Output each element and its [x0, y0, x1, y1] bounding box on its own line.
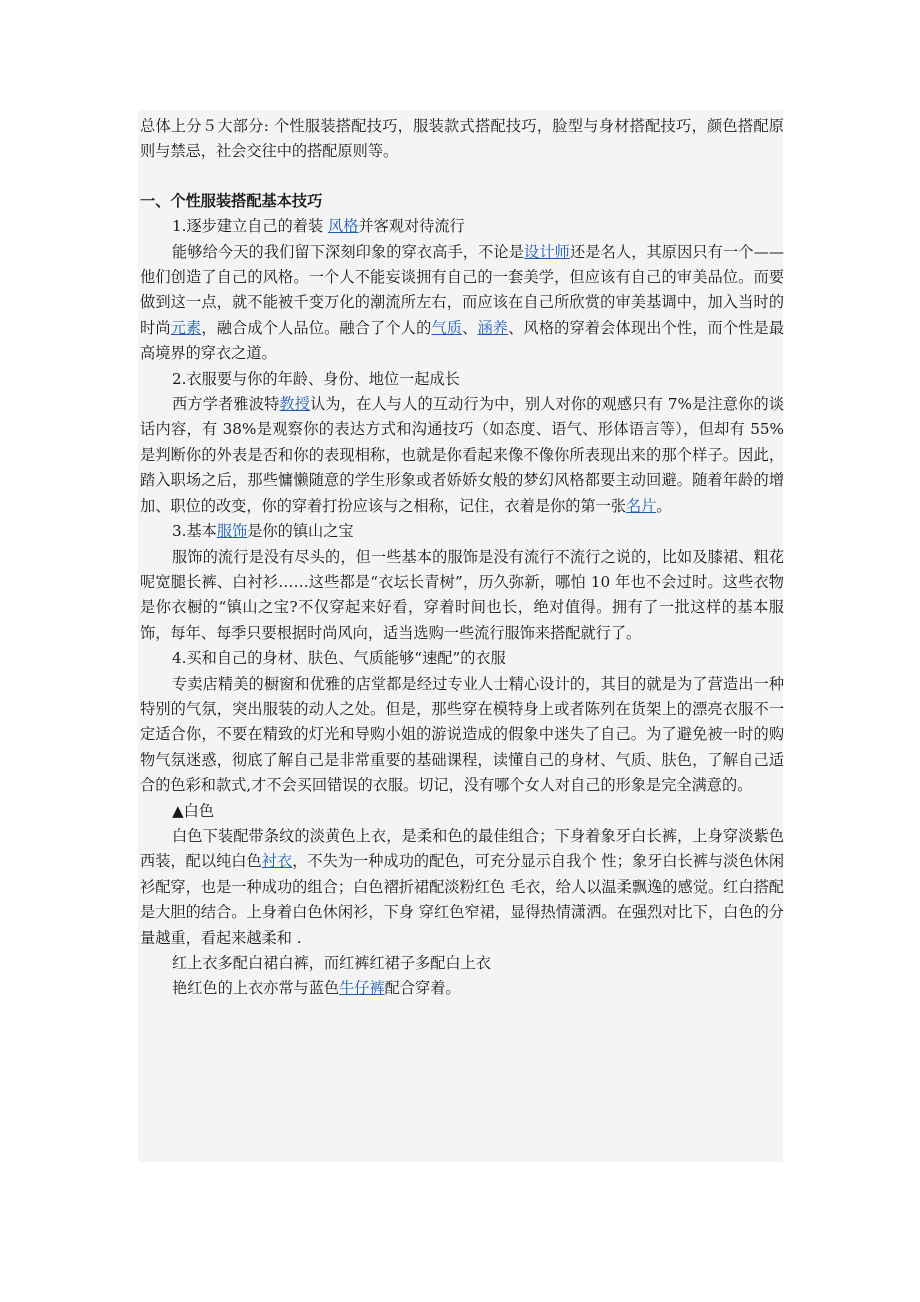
- intro-paragraph: 总体上分５大部分: 个性服装搭配技巧，服装款式搭配技巧，脸型与身材搭配技巧，颜色搭配原则与禁忌，社会交往中的搭配原则等。: [140, 117, 784, 161]
- red-combo-line: 红上衣多配白裙白裤，而红裤红裙子多配白上衣: [172, 954, 491, 972]
- white-color-title: ▲白色: [172, 801, 215, 820]
- item4-paragraph: 专卖店精美的橱窗和优雅的店堂都是经过专业人士精心设计的，其目的就是为了营造出一种特别的气氛，突出服装的动人之处。但是，那些穿在模特身上或者陈列在货架上的漂亮衣服不一定适合你，不要在精致的灯光和导购小姐的游说造成的假象中迷失了自己。为了避免被一时的购物气氛迷惑，彻底了解自己是非常重要的基础课程，读懂自己的身材、气质、肤色，了解自己适合的色彩和款式,才不会买回错误的衣服。切记，没有哪个女人对自己的形象是完全满意的。: [140, 674, 784, 795]
- item1-paragraph: 能够给今天的我们留下深刻印象的穿衣高手，不论是设计师还是名人，其原因只有一个——他们创造了自己的风格。一个人不能妄谈拥有自己的一套美学，但应该有自己的审美品位。而要做到这一点，就不能被千变万化的潮流所左右，而应该在自己所欣赏的审美基调中，加入当时的时尚元素，融合成个人品位。融合了个人的气质、涵养、风格的穿着会体现出个性，而个性是最高境界的穿衣之道。: [140, 242, 785, 363]
- item2-title: 2.衣服要与你的年龄、身份、地位一起成长: [172, 369, 460, 388]
- link-cultivation[interactable]: 涵养: [477, 318, 509, 337]
- item4-title: 4.买和自己的身材、肤色、气质能够“速配”的衣服: [172, 649, 506, 668]
- link-temperament[interactable]: 气质: [431, 318, 463, 337]
- link-element[interactable]: 元素: [170, 318, 202, 337]
- link-professor[interactable]: 教授: [279, 395, 311, 414]
- link-business-card[interactable]: 名片: [626, 496, 657, 515]
- link-jeans[interactable]: 牛仔裤: [339, 979, 385, 998]
- item1-title: 1.逐步建立自己的着装 风格并客观对待流行: [172, 217, 465, 236]
- link-designer[interactable]: 设计师: [524, 242, 570, 261]
- bright-red-line: 艳红色的上衣亦常与蓝色牛仔裤配合穿着。: [172, 979, 461, 998]
- link-shirt[interactable]: 衬衣: [261, 852, 293, 871]
- item2-paragraph: 西方学者雅波特教授认为，在人与人的互动行为中，别人对你的观感只有 7%是注意你的谈话内容，有 38%是观察你的表达方式和沟通技巧（如态度、语气、形体语言等），但却有 55%是判断你的外表是否和你的表现相称，也就是你看起来像不像你所表现出来的那个样子。因此，踏入职场之后，那些慵懒随意的学生形象或者娇娇女般的梦幻风格都要主动回避。随着年龄的增加、职位的改变，你的穿着打扮应该与之相称，记住，衣着是你的第一张名片。: [140, 395, 785, 515]
- link-style[interactable]: 风格: [328, 217, 359, 236]
- white-color-paragraph: 白色下装配带条纹的淡黄色上衣，是柔和色的最佳组合；下身着象牙白长裤，上身穿淡紫色西装，配以纯白色衬衣，不失为一种成功的配色，可充分显示自我个 性；象牙白长裤与淡色休闲衫配穿，也是一种成功的组合；白色褶折裙配淡粉红色 毛衣，给人以温柔飘逸的感觉。红白搭配是大胆的结合。上身着白色休闲衫，下身 穿红色窄裙，显得热情潇洒。在强烈对比下，白色的分量越重，看起来越柔和 .: [140, 826, 785, 947]
- link-apparel[interactable]: 服饰: [216, 522, 248, 541]
- item3-paragraph: 服饰的流行是没有尽头的，但一些基本的服饰是没有流行不流行之说的，比如及膝裙、粗花呢宽腿长裤、白衬衫……这些都是“衣坛长青树”，历久弥新，哪怕 10 年也不会过时。这些衣物是你衣橱的“镇山之宝?不仅穿起来好看，穿着时间也长，绝对值得。拥有了一批这样的基本服饰，每年、每季只要根据时尚风向，适当选购一些流行服饰来搭配就行了。: [140, 547, 784, 642]
- section-heading: 一、个性服装搭配基本技巧: [140, 191, 323, 210]
- document-body: [140, 114, 784, 1002]
- item3-title: 3.基本服饰是你的镇山之宝: [172, 522, 354, 541]
